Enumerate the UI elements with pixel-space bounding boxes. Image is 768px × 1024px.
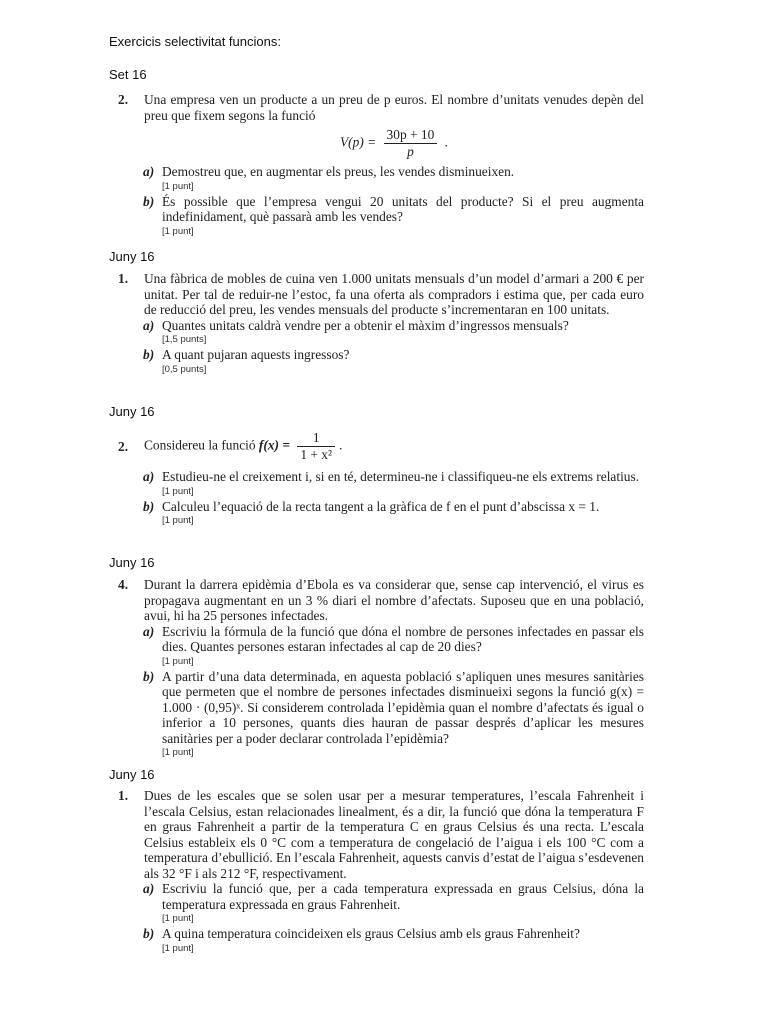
sub-question-text: A quina temperatura coincideixen els graus Celsius amb els graus Fahrenheit?	[162, 926, 580, 941]
points-label: [1 punt]	[162, 942, 194, 954]
problem-statement: Durant la darrera epidèmia d’Ebola es va considerar que, sense cap intervenció, el virus es propagava augmentant en un 3 % diari el nombre d’afectats. Suposeu que en una població, avui, hi ha 25 persones infectades.	[144, 577, 644, 623]
sub-question-text: Estudieu-ne el creixement i, si en té, determineu-ne i classifiqueu-ne els extrems relatius.	[162, 469, 640, 484]
section-label: Juny 16	[109, 767, 155, 782]
points-label: [1,5 punts]	[162, 334, 207, 345]
points-label: [1 punt]	[162, 747, 194, 758]
sub-question	[143, 164, 644, 180]
sub-question-label: b)	[143, 193, 155, 209]
sub-question	[143, 881, 644, 912]
sub-question	[143, 668, 644, 747]
sub-question-text: Escriviu la funció que, per a cada temperatura expressada en graus Celsius, dóna la temperatura expressada en graus Fahrenheit.	[162, 881, 644, 912]
section-label: Juny 16	[109, 249, 155, 264]
formula-end: .	[444, 134, 448, 150]
sub-question	[143, 347, 644, 363]
formula-denominator: p	[407, 144, 414, 159]
points-label: [1 punt]	[162, 485, 194, 497]
sub-question-label: a)	[143, 469, 155, 484]
sub-question-label: b)	[143, 347, 155, 362]
problem-number: 1.	[118, 271, 129, 286]
points-label: [1 punt]	[162, 225, 194, 237]
sub-question-label: a)	[143, 881, 155, 896]
problem-block	[118, 92, 644, 239]
sub-question-text: A quant pujaran aquests ingressos?	[162, 347, 350, 362]
sub-question-label: a)	[143, 317, 155, 333]
sub-question-text: Quantes unitats caldrà vendre per a obtenir el màxim d’ingressos mensuals?	[162, 317, 569, 333]
sub-question-text: És possible que l’empresa vengui 20 unitats del producte? Si el preu augmenta indefinidament, què passarà amb les vendes?	[162, 193, 644, 224]
formula-end: .	[339, 437, 343, 453]
points-label: [1 punt]	[162, 515, 194, 526]
formula-numerator: 1	[297, 430, 335, 447]
sub-question-label: a)	[143, 623, 155, 639]
sub-question-text: Escriviu la fórmula de la funció que dóna el nombre de persones infectades en passar els dies. Quantes persones estaran infectades al cap de 20 dies?	[162, 623, 644, 654]
sub-question-label: b)	[143, 498, 155, 514]
problem-number: 4.	[118, 577, 129, 592]
formula-numerator: 30p + 10	[384, 127, 438, 144]
problem-statement: Dues de les escales que se solen usar per a mesurar temperatures, l’escala Fahrenheit i l’escala Celsius, estan relacionades linealment, és a dir, la funció que dóna la temperatura F en graus Fahrenheit a partir de la temperatura C en graus Celsius és una recta. L’escala Celsius estableix els 0 °C com a temperatura de congelació de l’aigua i els 100 °C com a temperatura d’ebullició. En l’escala Fahrenheit, aquests canvis d’estat de l’aigua s’esdevenen als 32 °F i als 212 °F, respectivament.	[144, 788, 644, 881]
problem-block	[118, 271, 644, 377]
problem-number: 1.	[118, 788, 129, 803]
formula-fraction	[384, 127, 438, 160]
problem-block	[118, 788, 644, 956]
problem-statement: Una empresa ven un producte a un preu de p euros. El nombre d’unitats venudes depèn del preu que fixem segons la funció	[144, 92, 644, 123]
problem-statement	[144, 430, 644, 463]
problem-number: 2.	[118, 92, 129, 107]
sub-question-text: Calculeu l’equació de la recta tangent a la gràfica de f en el punt d’abscissa x = 1.	[162, 498, 600, 514]
points-label: [1 punt]	[162, 180, 194, 192]
problem-block	[118, 577, 644, 760]
sub-question	[143, 498, 644, 515]
sub-question	[143, 469, 644, 485]
formula	[144, 127, 644, 160]
section-label: Juny 16	[109, 404, 155, 419]
problem-block	[118, 430, 644, 528]
problem-statement: Una fàbrica de mobles de cuina ven 1.000 unitats mensuals d’un model d’armari a 200 € per unitat. Per tal de reduir-ne l’estoc, fa una oferta als compradors i estima que, per cada euro de reducció del preu, les vendes mensuals del producte s’incrementaran en 100 unitats.	[144, 271, 644, 317]
problem-statement-text: Considereu la funció	[144, 437, 256, 453]
section-label: Set 16	[109, 67, 147, 82]
problem-number: 2.	[118, 439, 129, 454]
sub-question	[143, 317, 644, 334]
sub-question-label: a)	[143, 164, 155, 179]
sub-question	[143, 926, 644, 942]
sub-question-label: b)	[143, 668, 155, 684]
sub-question	[143, 193, 644, 225]
formula-fraction	[297, 430, 335, 463]
formula-lhs: V(p) =	[340, 134, 377, 150]
sub-question-text: Demostreu que, en augmentar els preus, les vendes disminueixen.	[162, 164, 515, 179]
formula-denominator: 1 + x²	[300, 447, 332, 462]
section-label: Juny 16	[109, 555, 155, 570]
formula-lhs: f(x) =	[258, 437, 290, 453]
document-title: Exercicis selectivitat funcions:	[109, 34, 281, 49]
sub-question-text: A partir d’una data determinada, en aquesta població s’apliquen unes mesures sanitàries que permeten que el nombre de persones infectades disminueixi segons la funció g(x) = 1.000 · (0,95)ˣ. Si considerem controlada l’epidèmia quan el nombre d’afectats és igual o inferior a 10 persones, quants dies hauran de passar després d’aplicar les mesures sanitàries per a poder declarar controlada l’epidèmia?	[162, 668, 644, 746]
points-label: [1 punt]	[162, 913, 194, 924]
points-label: [0,5 punts]	[162, 363, 207, 375]
sub-question-label: b)	[143, 926, 155, 941]
points-label: [1 punt]	[162, 655, 194, 667]
sub-question	[143, 623, 644, 655]
